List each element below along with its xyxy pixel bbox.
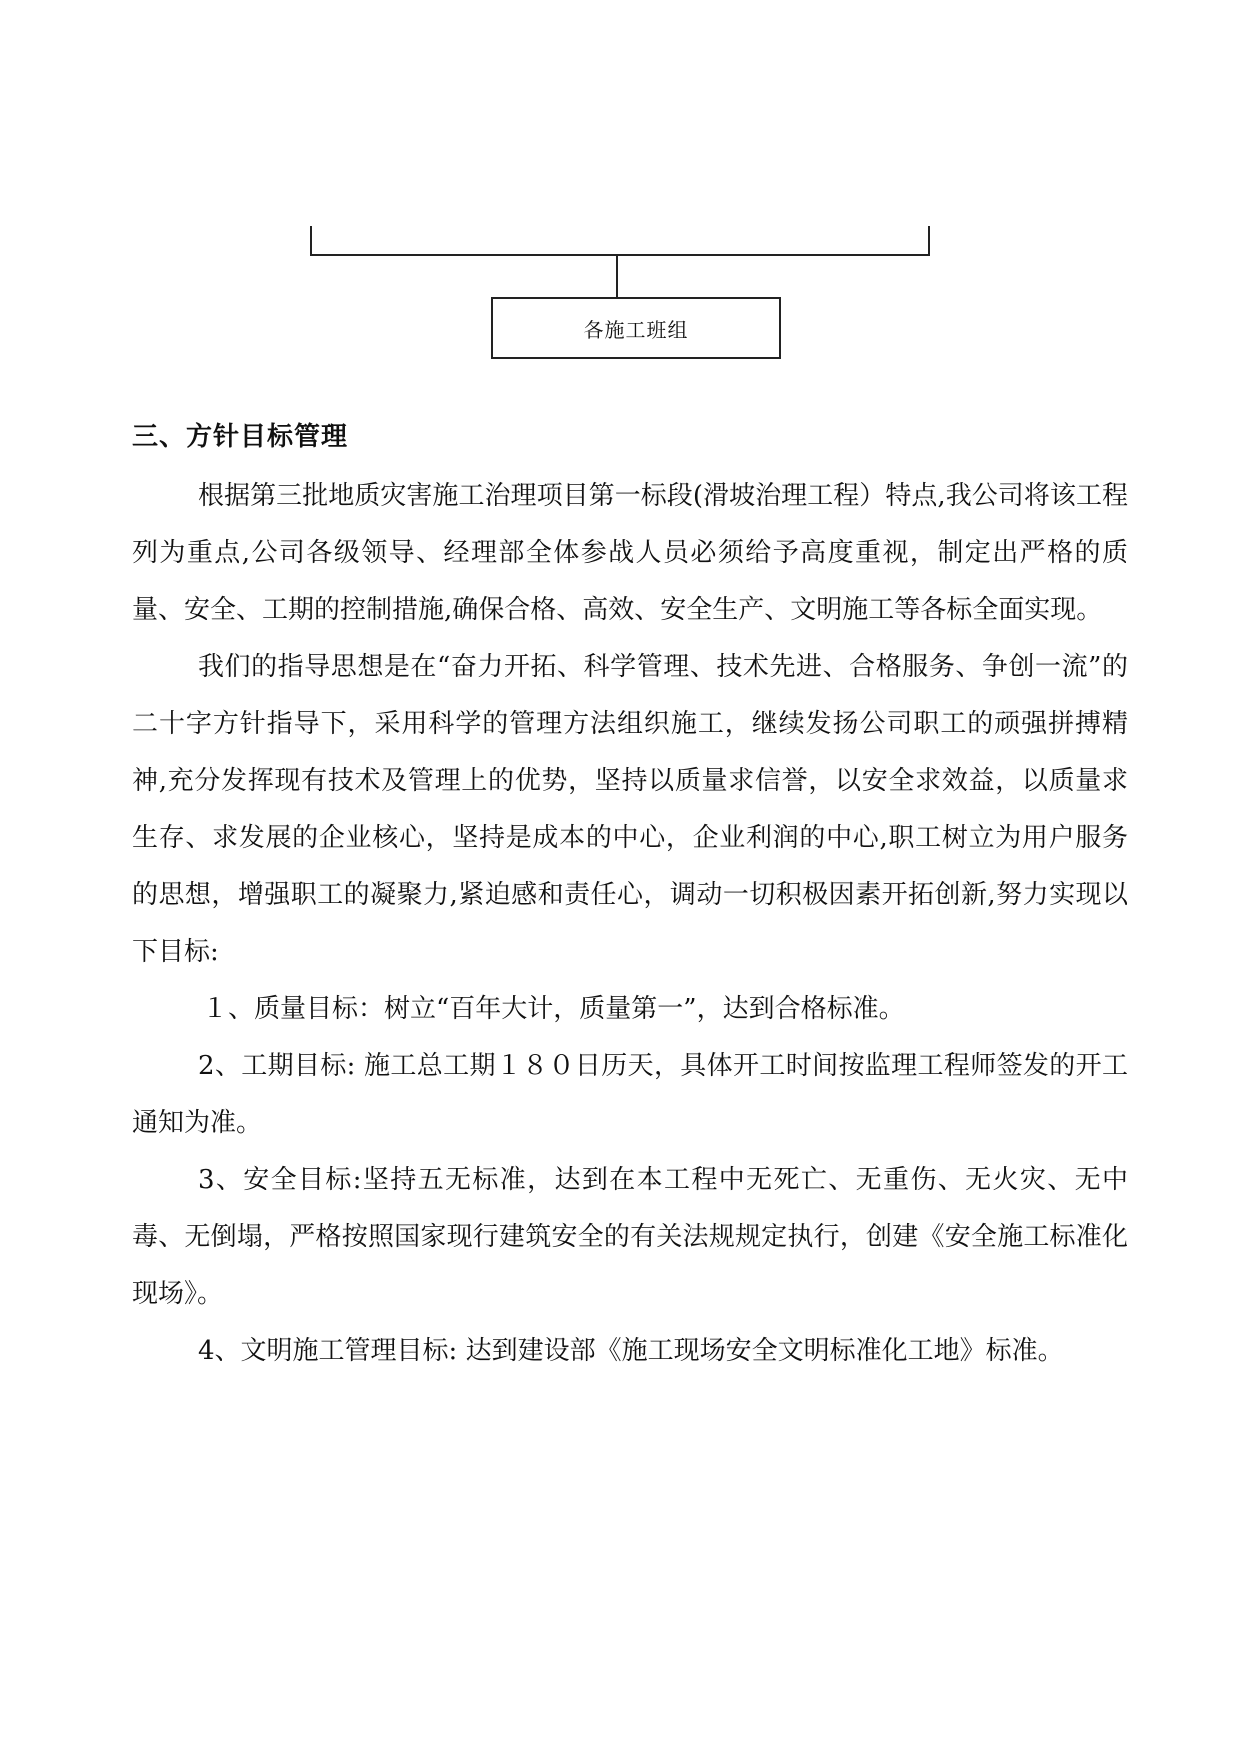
goal-safety: 3、安全目标:坚持五无标准，达到在本工程中无死亡、无重伤、无火灾、无中毒、无倒塌，严格按照国家现行建筑安全的有关法规规定执行，创建《安全施工标准化现场》。: [132, 1165, 1128, 1309]
goal-quality: １、质量目标：树立“百年大计，质量第一”，达到合格标准。: [202, 994, 905, 1024]
goal-schedule: 2、工期目标: 施工总工期１８０日历天，具体开工时间按监理工程师签发的开工通知为准。: [132, 1051, 1128, 1138]
goal-civilized-construction: 4、文明施工管理目标: 达到建设部《施工现场安全文明标准化工地》标准。: [198, 1336, 1064, 1366]
paragraph-guiding-thought: 我们的指导思想是在“奋力开拓、科学管理、技术先进、合格服务、争创一流”的二十字方针指导下，采用科学的管理方法组织施工，继续发扬公司职工的顽强拼搏精神,充分发挥现有技术及管理上的优势，坚持以质量求信誉，以安全求效益，以质量求生存、求发展的企业核心，坚持是成本的中心，企业利润的中心,职工树立为用户服务的思想，增强职工的凝聚力,紧迫感和责任心，调动一切积极因素开拓创新,努力实现以下目标:: [132, 652, 1128, 967]
org-box-construction-teams: 各施工班组: [491, 297, 781, 359]
org-connector-right: [928, 226, 930, 255]
document-body: [132, 468, 1128, 1380]
paragraph-intro: 根据第三批地质灾害施工治理项目第一标段(滑坡治理工程）特点,我公司将该工程列为重点,公司各级领导、经理部全体参战人员必须给予高度重视，制定出严格的质量、安全、工期的控制措施,确保合格、高效、安全生产、文明施工等各标全面实现。: [132, 481, 1128, 625]
org-connector-middle: [616, 255, 618, 298]
org-connector-left: [310, 226, 312, 255]
section-title: 三、方针目标管理: [132, 422, 349, 452]
org-connector-horizontal: [310, 254, 930, 256]
